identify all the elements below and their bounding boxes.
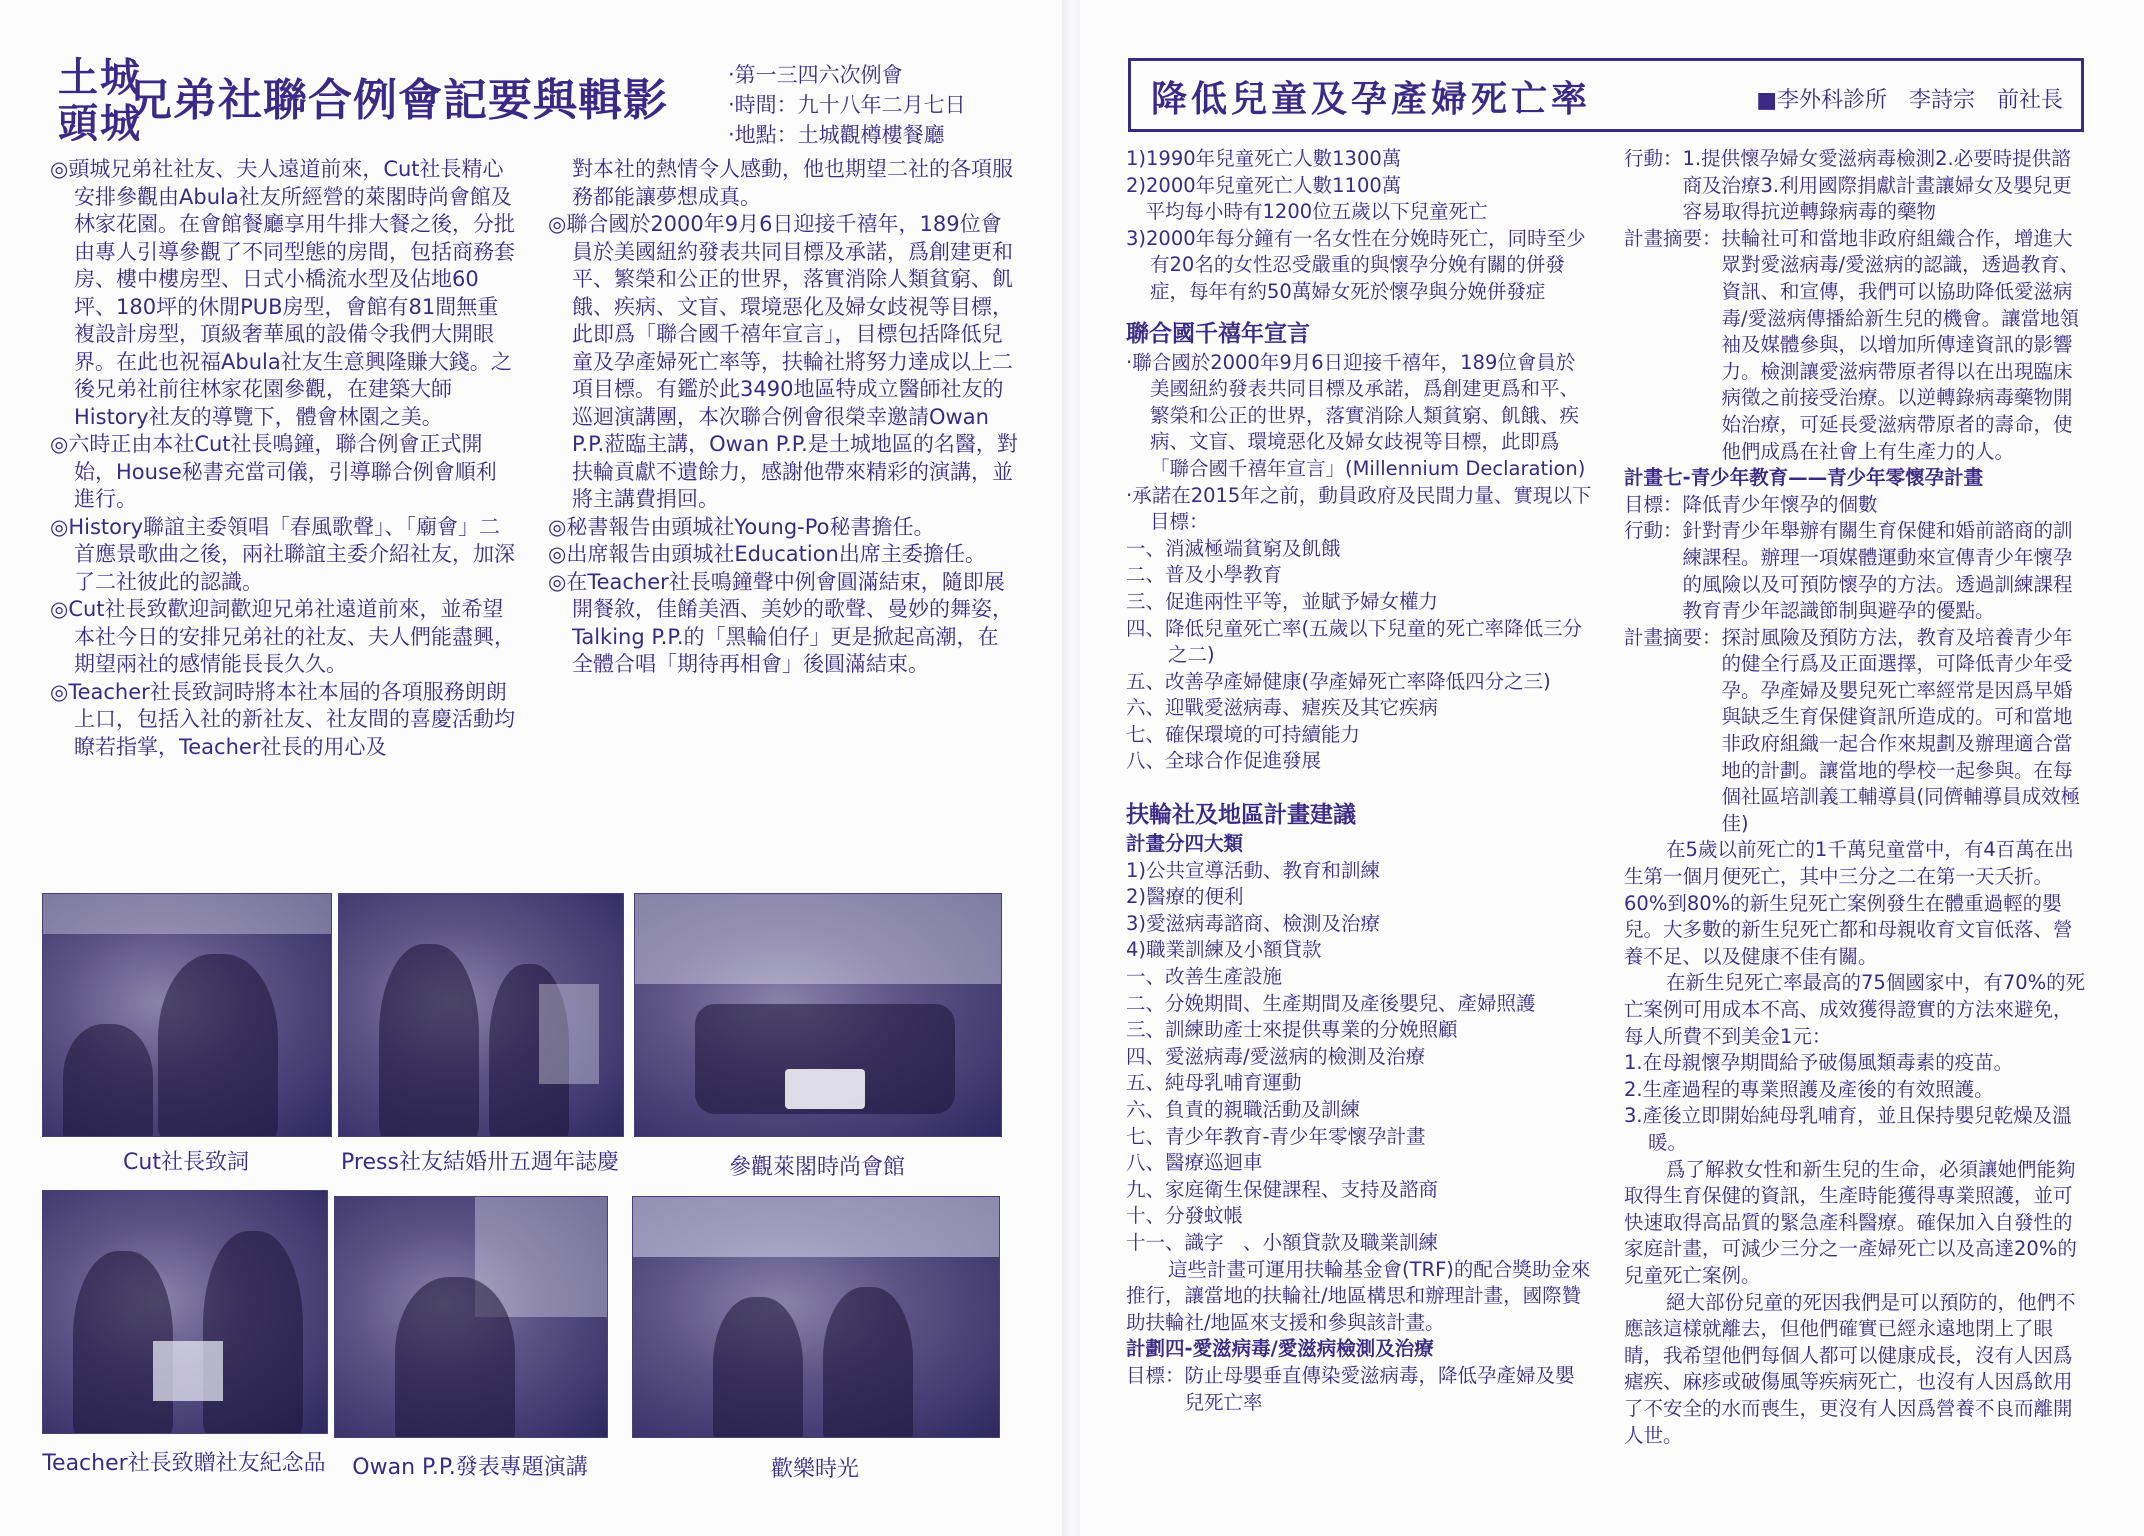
- plan-item: 十、分發蚊帳: [1126, 1204, 1244, 1228]
- paragraph: 在5歲以前死亡的1千萬兒童當中，有4百萬在出生第一個月便死亡，其中三分之二在第一天夭折。60%到80%的新生兒死亡案例發生在體重過輕的嬰兒。大多數的新生兒死亡都和母親收育文盲低落、營養不足、以及健康不佳有關。: [1624, 838, 2074, 968]
- label: 計畫摘要：: [1624, 226, 1722, 250]
- paragraph: ◎在Teacher社長鳴鐘聲中例會圓滿結束，隨即展開餐敘，佳餚美酒、美妙的歌聲、曼妙的舞姿，Talking P.P.的「黑輪伯仔」更是掀起高潮，在全體合唱「期待再相會」後圓滿結束。: [548, 569, 1013, 676]
- stat-line: 2)2000年兒童死亡人數1100萬: [1126, 173, 1402, 197]
- section-heading: 扶輪社及地區計畫建議: [1126, 802, 1356, 829]
- paragraph: ◎聯合國於2000年9月6日迎接千禧年，189位會員於美國紐約發表共同目標及承諾，爲創建更和平、繁榮和公正的世界，落實消除人類貧窮、飢餓、疾病、文盲、環境惡化及婦女歧視等目標，此即爲「聯合國千禧年宣言」，目標包括降低兒童及孕產婦死亡率等，扶輪社將努力達成以上二項目標。有鑑於此3490地區特成立醫師社友的巡迴演講團，本次聯合例會很榮幸邀請Owan P.P.蒞臨主講，Owan P.P.是土城地區的名醫，對扶輪貢獻不遺餘力，感謝他帶來精彩的演講，並將主講費捐回。: [548, 212, 1018, 511]
- paragraph: ◎Teacher社長致詞時將本社本屆的各項服務朗朗上口，包括入社的新社友、社友間的喜慶活動均瞭若指掌，Teacher社長的用心及: [50, 679, 515, 759]
- article-author: ■李外科診所 李詩宗 前社長: [1756, 88, 2063, 113]
- bullet: ‧承諾在2015年之前，動員政府及民間力量、實現以下目標：: [1126, 483, 1592, 534]
- meta-time: ‧時間：九十八年二月七日: [728, 93, 966, 117]
- plan4-action: [1624, 146, 2086, 226]
- plan4-summary: [1624, 226, 2086, 465]
- list-item: 3.產後立即開始純母乳哺育，並且保持嬰兒乾燥及溫暖。: [1624, 1104, 2072, 1154]
- label: 計畫摘要：: [1624, 625, 1722, 649]
- goal-item: 一、消滅極端貧窮及飢餓: [1126, 536, 1341, 560]
- caption: Owan P.P.發表專題演講: [352, 1455, 588, 1480]
- value: 探討風險及預防方法，教育及培養青少年的健全行爲及正面選擇，可降低青少年受孕。孕產婦及嬰兒死亡率經常是因爲早婚與缺乏生育保健資訊所造成的。可和當地非政府組織一起合作來規劃及辦理適合當地的計劃。讓當地的學校一起參與。在每個社區培訓義工輔導員(同儕輔導員成效極佳): [1721, 625, 2081, 835]
- paragraph: ◎出席報告由頭城社Education出席主委擔任。: [548, 542, 986, 566]
- caption: 參觀萊閣時尚會館: [728, 1155, 905, 1180]
- value: 針對青少年舉辦有關生育保健和婚前諮商的訓練課程。辦理一項媒體運動來宣傳青少年懷孕的風險以及可預防懷孕的方法。透過訓練課程教育青少年認識節制與避孕的優點。: [1682, 519, 2073, 623]
- meeting-meta: [728, 60, 966, 150]
- plan-item: 六、負責的親職活動及訓練: [1126, 1098, 1361, 1121]
- caption: Cut社長致詞: [123, 1150, 249, 1175]
- plan-item: 一、改善生產設施: [1126, 965, 1283, 989]
- plan-item: 四、愛滋病毒/愛滋病的檢測及治療: [1126, 1044, 1426, 1068]
- paragraph: ◎頭城兄弟社社友、夫人遠道前來，Cut社長精心安排參觀由Abula社友所經營的萊閣時尚會館及林家花園。在會館餐廳享用牛排大餐之後，分批由專人引導參觀了不同型態的房間，包括商務套房、樓中樓房型、日式小橋流水型及佔地60坪、180坪的休閒PUB房型，會館有81間無重複設計房型，頂級奢華風的設備令我們大開眼界。在此也祝福Abula社友生意興隆賺大錢。之後兄弟社前往林家花園參觀，在建築大師History社友的導覽下，體會林園之美。: [50, 157, 515, 429]
- plan-category: 3)愛滋病毒諮商、檢測及治療: [1126, 911, 1381, 935]
- plan-item: 二、分娩期間、生產期間及產後嬰兒、產婦照護: [1126, 991, 1536, 1015]
- meta-session: ‧第一三四六次例會: [728, 63, 903, 87]
- label: 目標：: [1624, 492, 1683, 516]
- caption: 歡樂時光: [770, 1457, 859, 1482]
- caption: Teacher社長致贈社友紀念品: [42, 1451, 326, 1476]
- caption: Press社友結婚卅五週年誌慶: [341, 1150, 619, 1175]
- label: 行動：: [1624, 519, 1683, 543]
- paragraph: ◎Cut社長致歡迎詞歡迎兄弟社遠道前來，並希望本社今日的安排兄弟社的社友、夫人們能盡興，期望兩社的感情能長長久久。: [50, 597, 515, 676]
- stat-line: 1)1990年兒童死亡人數1300萬: [1126, 147, 1402, 170]
- plan7-summary: [1624, 625, 2086, 838]
- right-column-2: [1624, 146, 2086, 1449]
- paragraph: ◎History聯誼主委領唱「春風歌聲」、「廟會」二首應景歌曲之後，兩社聯誼主委介紹社友，加深了二社彼此的認識。: [50, 514, 515, 594]
- article-title: 降低兒童及孕產婦死亡率: [1151, 78, 1592, 120]
- plan7-goal: [1624, 492, 2086, 519]
- goal-item: 四、降低兒童死亡率(五歲以下兒童的死亡率降低三分之二): [1126, 616, 1583, 667]
- plan4-goal: [1126, 1363, 1592, 1416]
- stat-line: 平均每小時有1200位五歲以下兒童死亡: [1126, 200, 1488, 224]
- paragraph: 絕大部份兒童的死因我們是可以預防的，他們不應該這樣就離去，但他們確實已經永遠地閉上了眼睛，我希望他們每個人都可以健康成長，沒有人因爲瘧疾、麻疹或破傷風等疾病死亡，也沒有人因爲飲用了不安全的水而喪生，更沒有人因爲營養不良而離開人世。: [1624, 1290, 2076, 1447]
- plan7-action: [1624, 518, 2086, 624]
- right-column-1: [1126, 146, 1592, 1416]
- goal-item: 三、促進兩性平等，並賦予婦女權力: [1126, 589, 1439, 613]
- paragraph: ◎六時正由本社Cut社長鳴鐘，聯合例會正式開始，House秘書充當司儀，引導聯合例會順利進行。: [50, 432, 497, 511]
- section-heading: 聯合國千禧年宣言: [1126, 320, 1310, 347]
- goal-item: 五、改善孕產婦健康(孕產婦死亡率降低四分之三): [1126, 669, 1551, 693]
- article-header-box: [1128, 58, 2084, 132]
- title-town-2: 頭城: [58, 100, 142, 147]
- photo-happy-time: [632, 1196, 1000, 1438]
- paragraph: 對本社的熱情令人感動，他也期望二社的各項服務都能讓夢想成真。: [572, 157, 1013, 209]
- photo-owan-speech: [334, 1196, 608, 1438]
- paragraph: ◎秘書報告由頭城社Young-Po秘書擔任。: [548, 514, 935, 539]
- value: 防止母嬰垂直傳染愛滋病毒，降低孕產婦及嬰兒死亡率: [1184, 1363, 1575, 1414]
- goal-item: 六、迎戰愛滋病毒、瘧疾及其它疾病: [1126, 696, 1439, 720]
- goal-item: 八、全球合作促進發展: [1126, 749, 1322, 773]
- label: 行動：: [1624, 147, 1683, 170]
- value: 降低青少年懷孕的個數: [1682, 492, 1878, 516]
- goal-item: 七、確保環境的可持續能力: [1126, 722, 1361, 746]
- left-column-1: [50, 156, 516, 761]
- plan-item: 十一、識字 、小額貸款及職業訓練: [1126, 1230, 1439, 1254]
- plan-item: 七、青少年教育-青少年零懷孕計畫: [1126, 1124, 1426, 1148]
- meta-place: ‧地點：土城觀樽樓餐廳: [728, 123, 945, 147]
- value: 扶輪社可和當地非政府組織合作，增進大眾對愛滋病毒/愛滋病的認識，透過教育、資訊、和宣傳，我們可以協助降低愛滋病毒/愛滋病傳播給新生兒的機會。讓當地領袖及媒體參與，以增加所傳達資訊的影響力。檢測讓愛滋病帶原者得以在出現臨床病徵之前接受治療。以逆轉錄病毒藥物開始治療，可延長愛滋病帶原者的壽命，使他們成爲在社會上有生產力的人。: [1721, 226, 2080, 463]
- subheading: 計劃四-愛滋病毒/愛滋病檢測及治療: [1126, 1337, 1434, 1361]
- photo-cut-speech: [42, 893, 332, 1137]
- paragraph: 在新生兒死亡率最高的75個國家中，有70%的死亡案例可用成本不高、成效獲得證實的方法來避免，每人所費不到美金1元：: [1624, 971, 2086, 1048]
- photo-press-anniversary: [338, 893, 624, 1137]
- photo-teacher-gift: [42, 1190, 328, 1434]
- plan-category: 2)醫療的便利: [1126, 885, 1244, 909]
- subheading: 計畫七-青少年教育——青少年零懷孕計畫: [1624, 466, 1984, 490]
- list-item: 1.在母親懷孕期間給予破傷風類毒素的疫苗。: [1624, 1051, 2014, 1075]
- goal-item: 二、普及小學教育: [1126, 563, 1283, 587]
- plan-item: 五、純母乳哺育運動: [1126, 1071, 1302, 1095]
- page-title: 兄弟社聯合例會記要與輯影: [128, 75, 668, 126]
- label: 目標：: [1126, 1363, 1185, 1387]
- plan-category: 1)公共宣導活動、教育和訓練: [1126, 858, 1381, 882]
- photo-visit-hall: [634, 893, 1002, 1137]
- plan-item: 三、訓練助產士來提供專業的分娩照顧: [1126, 1018, 1458, 1042]
- plan-item: 九、家庭衛生保健課程、支持及諮商: [1126, 1177, 1439, 1201]
- left-column-2: [548, 156, 1018, 679]
- plan-category: 4)職業訓練及小額貸款: [1126, 938, 1322, 962]
- paragraph: 這些計畫可運用扶輪基金會(TRF)的配合獎助金來推行，讓當地的扶輪社/地區構思和辦理計畫，國際贊助扶輪社/地區來支援和參與該計畫。: [1126, 1257, 1591, 1334]
- bullet: ‧聯合國於2000年9月6日迎接千禧年，189位會員於美國紐約發表共同目標及承諾，爲創建更爲和平、繁榮和公正的世界，落實消除人類貧窮、飢餓、疾病、文盲、環境惡化及婦女歧視等目標，此即爲「聯合國千禧年宣言」(Millennium Declaration): [1126, 350, 1586, 480]
- plan-item: 八、醫療巡迴車: [1126, 1151, 1263, 1175]
- list-item: 2.生產過程的專業照護及產後的有效照護。: [1624, 1077, 1994, 1101]
- stat-line: 3)2000年每分鐘有一名女性在分娩時死亡，同時至少有20名的女性忍受嚴重的與懷孕分娩有關的併發症，每年有約50萬婦女死於懷孕與分娩併發症: [1126, 226, 1586, 303]
- title-town-1: 土城: [58, 54, 142, 101]
- page-fold: [1062, 0, 1080, 1536]
- subheading: 計畫分四大類: [1126, 832, 1244, 856]
- value: 1.提供懷孕婦女愛滋病毒檢測2.必要時提供諮商及治療3.利用國際捐獻計畫讓婦女及嬰兒更容易取得抗逆轉錄病毒的藥物: [1682, 147, 2072, 224]
- paragraph: 爲了解救女性和新生兒的生命，必須讓她們能夠取得生育保健的資訊，生產時能獲得專業照護，並可快速取得高品質的緊急產科醫療。確保加入自發性的家庭計畫，可減少三分之一產婦死亡以及高達20%的兒童死亡案例。: [1624, 1157, 2077, 1287]
